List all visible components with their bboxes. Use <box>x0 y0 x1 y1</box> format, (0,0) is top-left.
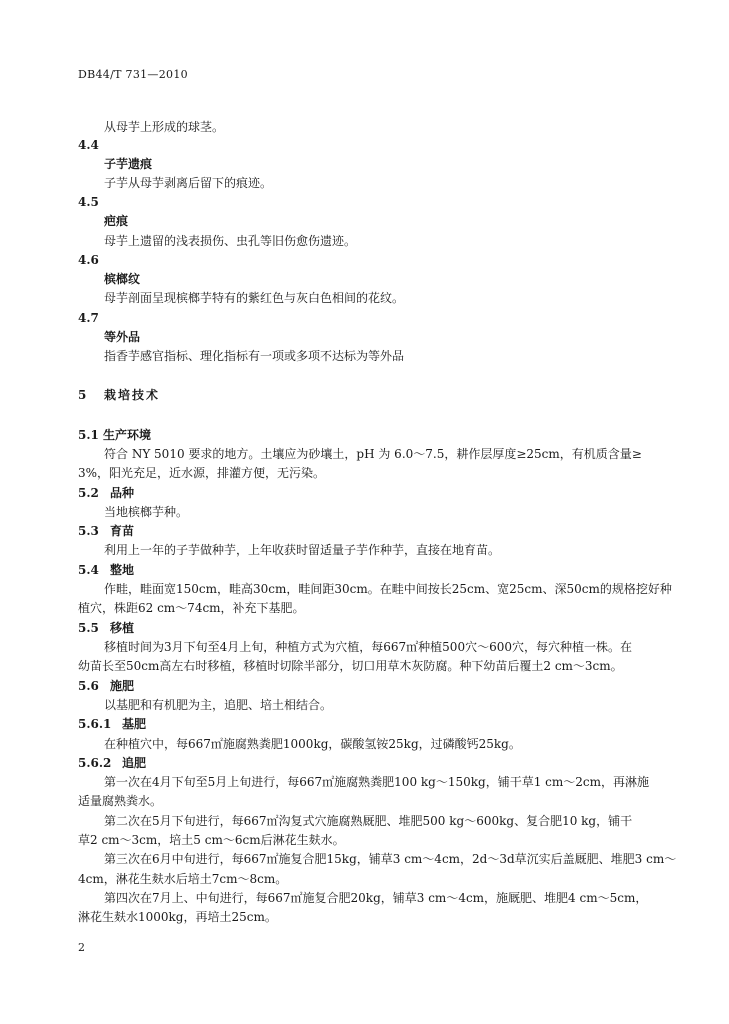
clause-5-5-number: 5.5 <box>78 621 99 635</box>
clause-5-2-title: 品种 <box>110 486 135 500</box>
clause-5-6-number: 5.6 <box>78 679 99 693</box>
clause-5-6-2-fourth-line2: 淋花生麸水1000kg，再培土25cm。 <box>78 910 277 924</box>
clause-5-1-heading: 5.1 生产环境 <box>78 428 152 442</box>
clause-5-6-title: 施肥 <box>110 679 135 693</box>
clause-5-6-2-number: 5.6.2 <box>78 756 112 770</box>
clause-4-7-definition: 指香芋感官指标、理化指标有一项或多项不达标为等外品 <box>104 349 405 363</box>
clause-5-4-number: 5.4 <box>78 563 99 577</box>
section-5-number: 5 <box>78 388 87 402</box>
clause-4-4-term: 子芋遗痕 <box>104 157 153 171</box>
clause-5-5-text-line1: 移植时间为3月下旬至4月上旬，种植方式为穴植，每667㎡种植500穴～600穴，每穴种植一株。在 <box>104 640 632 654</box>
clause-5-5-title: 移植 <box>110 621 135 635</box>
clause-5-5-text-line2: 幼苗长至50cm高左右时移植，移植时切除半部分，切口用草木灰防腐。种下幼苗后覆土2 cm～3cm。 <box>78 659 623 673</box>
clause-4-7-number: 4.7 <box>78 311 99 325</box>
section-5-title: 栽培技术 <box>104 388 161 402</box>
clause-5-4-title: 整地 <box>110 563 135 577</box>
clause-5-1-text-line2: 3%，阳光充足，近水源，排灌方便，无污染。 <box>78 466 326 480</box>
clause-5-4-text-line2: 植穴，株距62 cm～74cm，补充下基肥。 <box>78 601 305 615</box>
clause-5-4-text-line1: 作畦，畦面宽150cm，畦高30cm，畦间距30cm。在畦中间按长25cm、宽25cm、深50cm的规格挖好种 <box>104 582 672 596</box>
clause-5-6-2-second-line1: 第二次在5月下旬进行，每667㎡沟复式穴施腐熟厩肥、堆肥500 kg～600kg、复合肥10 kg，铺干 <box>104 814 633 828</box>
clause-4-5-term: 疤痕 <box>104 214 129 228</box>
clause-4-4-number: 4.4 <box>78 138 99 152</box>
clause-5-6-2-first-line2: 适量腐熟粪水。 <box>78 794 163 808</box>
clause-4-7-term: 等外品 <box>104 330 141 344</box>
clause-5-6-2-fourth-line1: 第四次在7月上、中旬进行，每667㎡施复合肥20kg，铺草3 cm～4cm，施厩肥、堆肥4 cm～5cm， <box>104 891 648 905</box>
document-header-id: DB44/T 731—2010 <box>78 68 188 81</box>
clause-5-3-number: 5.3 <box>78 524 99 538</box>
clause-5-3-text: 利用上一年的子芋做种芋，上年收获时留适量子芋作种芋，直接在地育苗。 <box>104 543 501 557</box>
clause-5-6-2-third-line2: 4cm，淋花生麸水后培土7cm～8cm。 <box>78 872 288 886</box>
clause-5-6-1-number: 5.6.1 <box>78 717 112 731</box>
clause-4-6-definition: 母芋剖面呈现槟榔芋特有的紫红色与灰白色相间的花纹。 <box>104 291 405 305</box>
clause-5-6-2-third-line1: 第三次在6月中旬进行，每667㎡施复合肥15kg，铺草3 cm～4cm，2d～3d草沉实后盖厩肥、堆肥3 cm～ <box>104 852 677 866</box>
clause-5-6-2-title: 追肥 <box>122 756 147 770</box>
clause-5-6-text: 以基肥和有机肥为主，追肥、培土相结合。 <box>104 698 333 712</box>
clause-5-2-text: 当地槟榔芋种。 <box>104 505 189 519</box>
clause-4-6-term: 槟榔纹 <box>104 272 141 286</box>
clause-5-1-text-line1: 符合 NY 5010 要求的地方。土壤应为砂壤土，pH 为 6.0～7.5，耕作层厚度≥25cm，有机质含量≥ <box>104 447 642 461</box>
clause-5-3-title: 育苗 <box>110 524 135 538</box>
clause-5-6-1-title: 基肥 <box>122 717 147 731</box>
clause-4-4-definition: 子芋从母芋剥离后留下的痕迹。 <box>104 176 273 190</box>
clause-5-6-2-second-line2: 草2 cm～3cm，培土5 cm～6cm后淋花生麸水。 <box>78 833 345 847</box>
clause-4-6-number: 4.6 <box>78 253 99 267</box>
clause-5-6-2-first-line1: 第一次在4月下旬至5月上旬进行，每667㎡施腐熟粪肥100 kg～150kg，铺干草1 cm～2cm，再淋施 <box>104 775 649 789</box>
term-4-3-definition-cont: 从母芋上形成的球茎。 <box>104 120 225 134</box>
clause-4-5-definition: 母芋上遗留的浅表损伤、虫孔等旧伤愈伤遗迹。 <box>104 234 357 248</box>
clause-5-2-number: 5.2 <box>78 486 99 500</box>
clause-4-5-number: 4.5 <box>78 195 99 209</box>
clause-5-6-1-text: 在种植穴中，每667㎡施腐熟粪肥1000kg，碳酸氢铵25kg，过磷酸钙25kg。 <box>104 737 521 751</box>
page-number: 2 <box>78 941 85 954</box>
